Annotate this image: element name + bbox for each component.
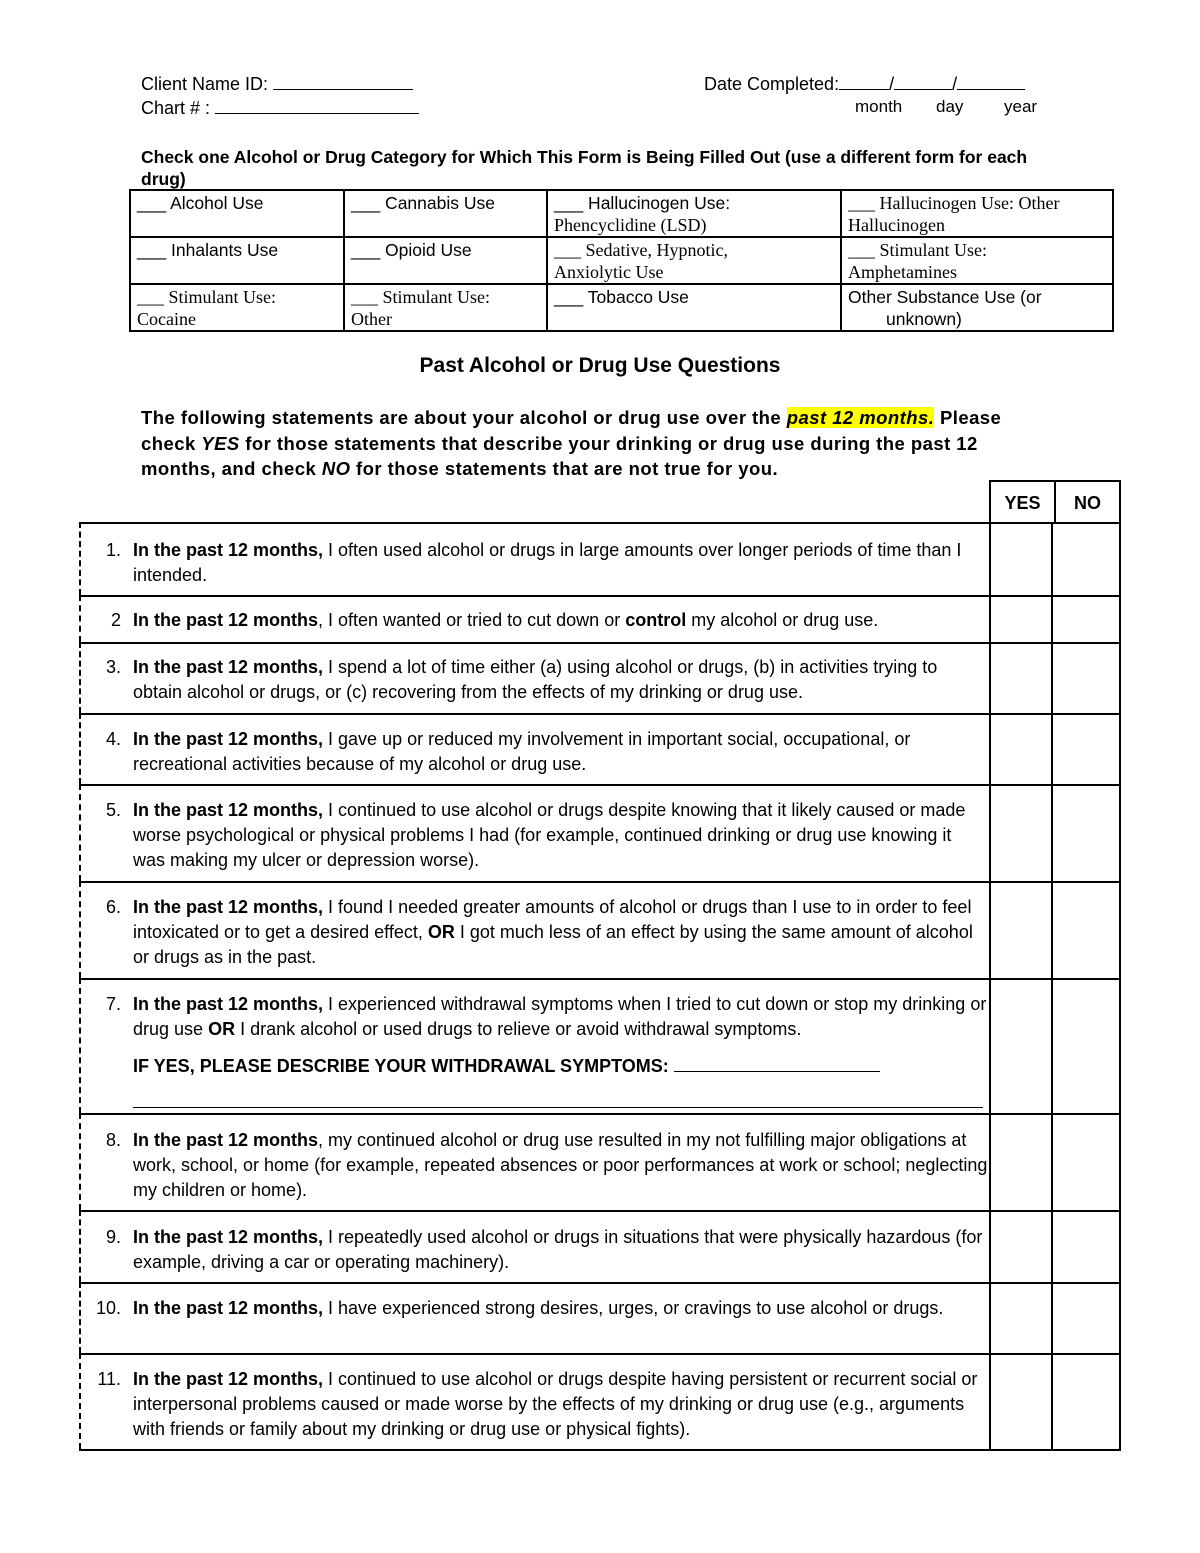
q2-yes-checkbox[interactable] [989,597,1053,642]
category-stimulant-amphetamines[interactable]: ___ Stimulant Use: Amphetamines [841,237,1113,284]
date-year-blank[interactable] [957,74,1025,90]
yes-column-header: YES [991,482,1056,524]
no-column-header: NO [1074,492,1101,513]
q3-no-checkbox[interactable] [1053,644,1121,713]
q6-yes-checkbox[interactable] [989,883,1053,978]
q10-yes-checkbox[interactable] [989,1284,1053,1353]
client-name-label: Client Name ID: [141,74,269,94]
section-title: Past Alcohol or Drug Use Questions [419,354,781,377]
question-row-7: 7. In the past 12 months, I experienced withdrawal symptoms when I tried to cut down or stop my drinking or drug use OR I drank alcohol or used drugs to relieve or avoid withdrawal symptoms. IF YES, PLEASE DESCRIBE YOUR WITHDRAWAL SYMPTOMS: [79,978,1121,1113]
date-sep-2: / [952,74,958,94]
question-row-10: 10. In the past 12 months, I have experienced strong desires, urges, or cravings to use alcohol or drugs. [79,1282,1121,1353]
category-opioid[interactable]: ___ Opioid Use [344,237,547,284]
question-row-9: 9. In the past 12 months, I repeatedly used alcohol or drugs in situations that were physically hazardous (for example, driving a car or operating machinery). [79,1210,1121,1282]
question-row-2: 2 In the past 12 months, I often wanted or tried to cut down or control my alcohol or drug use. [79,595,1121,642]
q8-yes-checkbox[interactable] [989,1115,1053,1210]
q6-no-checkbox[interactable] [1053,883,1121,978]
q7-yes-checkbox[interactable] [989,980,1053,1113]
chart-number-label: Chart # : [141,98,211,118]
date-completed-field[interactable] [704,72,1025,96]
question-row-5: 5. In the past 12 months, I continued to use alcohol or drugs despite knowing that it likely caused or made worse psychological or physical problems I had (for example, continued drinking or drug use knowing it was making my ulcer or depression worse). [79,784,1121,881]
category-alcohol[interactable]: ___ Alcohol Use [130,190,344,237]
category-stimulant-cocaine[interactable]: ___ Stimulant Use: Cocaine [130,284,344,331]
withdrawal-input-line-2[interactable] [133,1086,983,1108]
date-month-blank[interactable] [839,74,889,90]
q9-yes-checkbox[interactable] [989,1212,1053,1282]
question-row-3: 3. In the past 12 months, I spend a lot of time either (a) using alcohol or drugs, (b) in activities trying to obtain alcohol or drugs, or (c) recovering from the effects of my drinking or drug use. [79,642,1121,713]
q4-yes-checkbox[interactable] [989,715,1053,784]
date-sep-1: / [889,74,895,94]
highlight-past-12-months: past 12 months. [786,407,935,428]
yes-no-header [989,480,1121,524]
q1-no-checkbox[interactable] [1053,524,1121,595]
category-hallucinogen-other[interactable]: ___ Hallucinogen Use: Other Hallucinogen [841,190,1113,237]
category-tobacco[interactable]: ___ Tobacco Use [547,284,841,331]
date-day-blank[interactable] [894,74,952,90]
q1-yes-checkbox[interactable] [989,524,1053,595]
question-row-1: 1. In the past 12 months, I often used alcohol or drugs in large amounts over longer periods of time than I intended. [79,522,1121,595]
q5-yes-checkbox[interactable] [989,786,1053,881]
q11-no-checkbox[interactable] [1053,1355,1121,1449]
category-inhalants[interactable]: ___ Inhalants Use [130,237,344,284]
category-stimulant-other[interactable]: ___ Stimulant Use: Other [344,284,547,331]
q11-yes-checkbox[interactable] [989,1355,1053,1449]
client-name-field[interactable] [141,72,413,96]
withdrawal-prompt: IF YES, PLEASE DESCRIBE YOUR WITHDRAWAL SYMPTOMS: [133,1054,988,1079]
day-label: day [936,97,964,116]
month-label: month [855,97,903,116]
chart-number-blank[interactable] [215,98,419,114]
q7-no-checkbox[interactable] [1053,980,1121,1113]
category-sedative[interactable]: ___ Sedative, Hypnotic, Anxiolytic Use [547,237,841,284]
category-table [129,189,1114,332]
category-cannabis[interactable]: ___ Cannabis Use [344,190,547,237]
category-instruction: Check one Alcohol or Drug Category for Which This Form is Being Filled Out (use a different form for each drug) [141,147,1028,189]
q5-no-checkbox[interactable] [1053,786,1121,881]
date-completed-label: Date Completed: [704,74,840,94]
q9-no-checkbox[interactable] [1053,1212,1121,1282]
q10-no-checkbox[interactable] [1053,1284,1121,1353]
q3-yes-checkbox[interactable] [989,644,1053,713]
category-hallucinogen-pcp[interactable]: ___ Hallucinogen Use: Phencyclidine (LSD) [547,190,841,237]
client-name-blank[interactable] [273,74,413,90]
withdrawal-input-line-1[interactable] [674,1055,880,1072]
question-row-11: 11. In the past 12 months, I continued to use alcohol or drugs despite having persistent or recurrent social or interpersonal problems caused or made worse by the effects of my drinking or drug use (e.g., arguments with friends or family about my drinking or drug use or physical fights). [79,1353,1121,1449]
q8-no-checkbox[interactable] [1053,1115,1121,1210]
chart-number-field[interactable] [141,96,419,120]
q2-no-checkbox[interactable] [1053,597,1121,642]
year-label: year [1004,97,1038,116]
question-row-6: 6. In the past 12 months, I found I needed greater amounts of alcohol or drugs than I use to in order to feel intoxicated or to get a desired effect, OR I got much less of an effect by using the same amount of alcohol or drugs as in the past. [79,881,1121,978]
q4-no-checkbox[interactable] [1053,715,1121,784]
question-row-4: 4. In the past 12 months, I gave up or reduced my involvement in important social, occupational, or recreational activities because of my alcohol or drug use. [79,713,1121,784]
table-bottom-border [79,1449,1121,1451]
intro-paragraph: The following statements are about your alcohol or drug use over the past 12 months. Please check YES for those statements that describe your drinking or drug use during the past 12 months, and check NO for those statements that are not true for you. [141,407,1002,479]
question-row-8: 8. In the past 12 months, my continued alcohol or drug use resulted in my not fulfilling major obligations at work, school, or home (for example, repeated absences or poor performances at work or school; neglecting my children or home). [79,1113,1121,1210]
category-other-substance[interactable]: Other Substance Use (or unknown) [841,284,1113,331]
